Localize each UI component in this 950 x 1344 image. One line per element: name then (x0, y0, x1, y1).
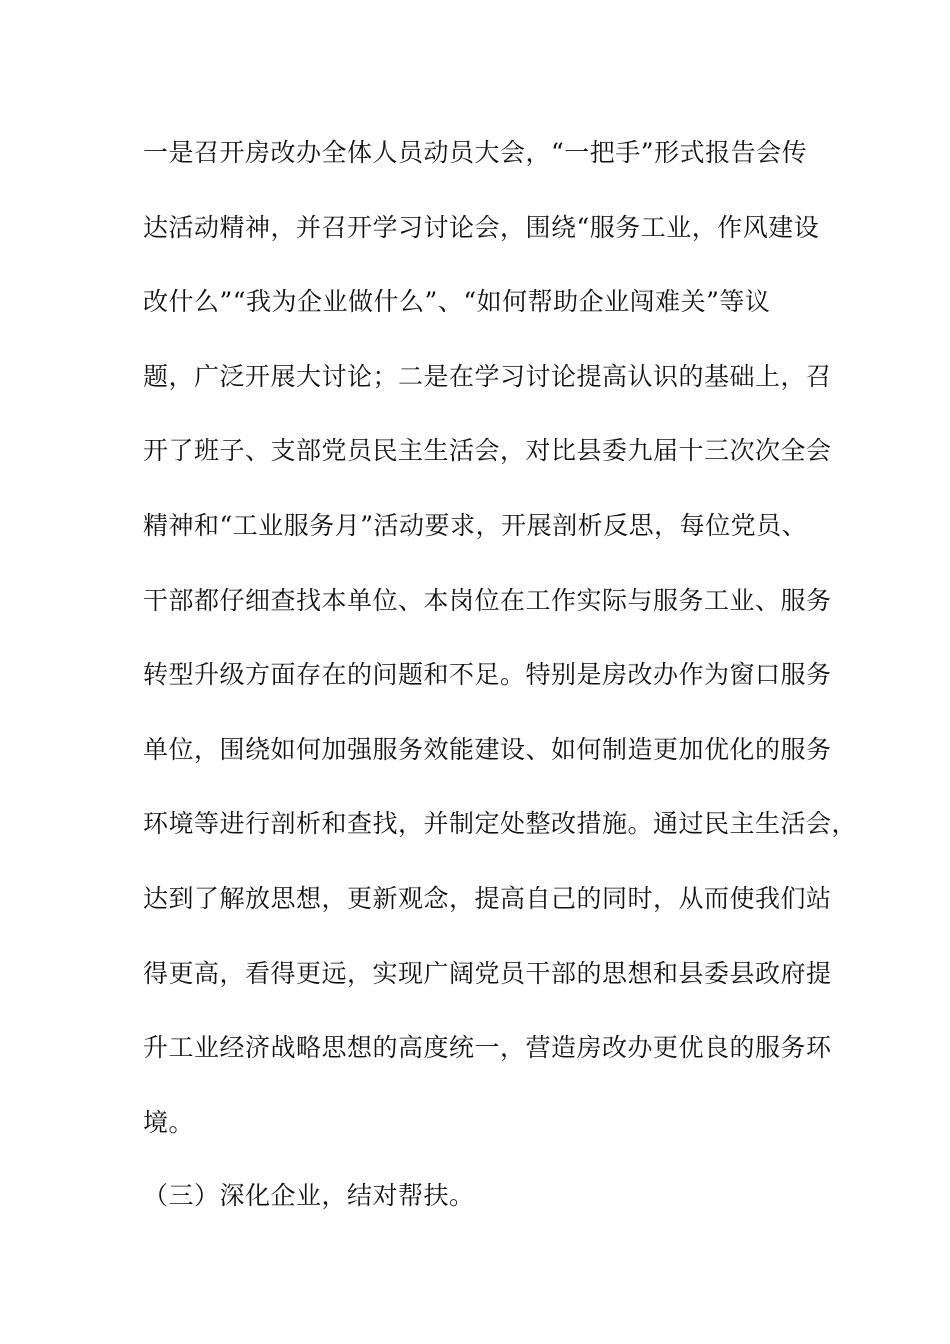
paragraph-line: 干部都仔细查找本单位、本岗位在工作实际与服务工业、服务 (143, 585, 832, 615)
paragraph-line: 改什么”“我为企业做什么”、“如何帮助企业闯难关”等议 (143, 287, 771, 317)
section-heading: （三）深化企业，结对帮扶。 (143, 1181, 475, 1210)
paragraph-line: 升工业经济战略思想的高度统一，营造房改办更优良的服务环 (143, 1033, 832, 1063)
paragraph-line: 转型升级方面存在的问题和不足。特别是房改办作为窗口服务 (143, 660, 832, 690)
paragraph-line: 单位，围绕如何加强服务效能建设、如何制造更加优化的服务 (143, 734, 832, 764)
paragraph-line: 达到了解放思想，更新观念，提高自己的同时，从而使我们站 (143, 883, 832, 913)
paragraph-line: 达活动精神，并召开学习讨论会，围绕“服务工业，作风建设 (143, 212, 820, 242)
paragraph-line: 境。 (143, 1107, 195, 1137)
paragraph-line: 精神和“工业服务月”活动要求，开展剖析反思，每位党员、 (143, 510, 808, 540)
paragraph-line: 题，广泛开展大讨论；二是在学习讨论提高认识的基础上，召 (143, 361, 832, 391)
paragraph-line: 开了班子、支部党员民主生活会，对比县委九届十三次次全会 (143, 436, 832, 466)
body-paragraph (143, 133, 858, 1177)
paragraph-line: 得更高，看得更远，实现广阔党员干部的思想和县委县政府提 (143, 958, 832, 988)
paragraph-line: 环境等进行剖析和查找，并制定处整改措施。通过民主生活会， (143, 809, 858, 839)
paragraph-line: 一是召开房改办全体人员动员大会，“一把手”形式报告会传 (143, 138, 808, 167)
